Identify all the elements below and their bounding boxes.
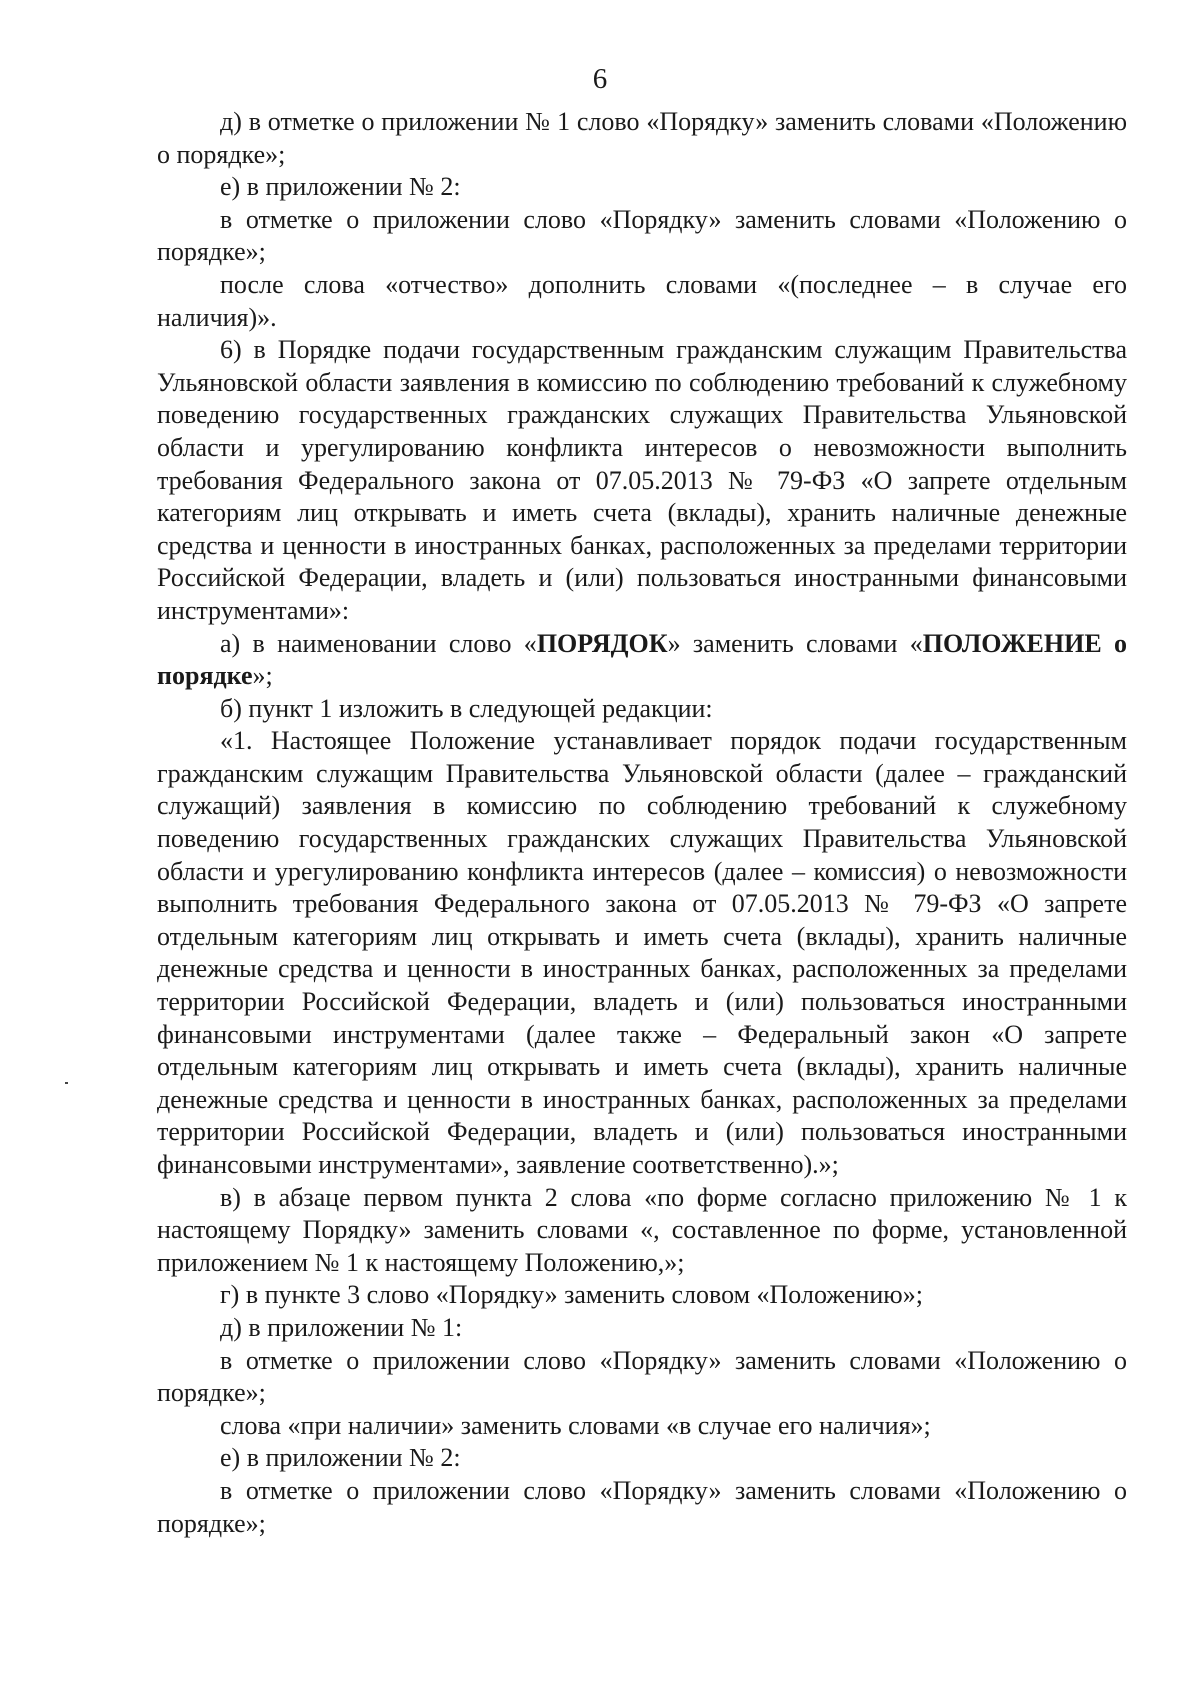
paragraph-a-new-title: ПОЛОЖЕНИЕ о порядке [157,628,1127,691]
page-number: 6 [592,63,608,95]
paragraph-d-2-mark: в отметке о приложении слово «Порядку» заменить словами «Положению о порядке»; [157,1345,1127,1408]
paragraph-item-6: 6) в Порядке подачи государственным гражданским служащим Правительства Ульяновской области заявления в комиссию по соблюдению требований к служебному поведению государственных гражданских служащих Правительства Ульяновской области и урегулированию конфликта интересов о невозможности выполнить требования Федерального закона от 07.05.2013 № 79-ФЗ «О запрете отдельным категориям лиц открывать и иметь счета (вклады), хранить наличные денежные средства и ценности в иностранных банках, расположенных за пределами территории Российской Федерации, владеть и (или) пользоваться иностранными финансовыми инструментами»: [157,335,1127,625]
paragraph-g: г) в пункте 3 слово «Порядку» заменить словом «Положению»; [220,1280,923,1310]
paragraph-e-1: е) в приложении № 2: [220,172,461,202]
paragraph-e-1-patronymic: после слова «отчество» дополнить словами «(последнее – в случае его наличия)». [157,269,1127,332]
paragraph-a [157,628,1127,693]
paragraph-d-1: д) в отметке о приложении № 1 слово «Порядку» заменить словами «Положению о порядке»; [157,107,1127,169]
document-body [157,106,1127,1540]
paragraph-a-prefix: а) в наименовании слово « [220,628,537,658]
paragraph-a-suffix: »; [252,661,273,691]
paragraph-e-2: е) в приложении № 2: [220,1443,461,1473]
paragraph-d-2-words: слова «при наличии» заменить словами «в случае его наличия»; [220,1410,931,1440]
paragraph-e-2-mark: в отметке о приложении слово «Порядку» заменить словами «Положению о порядке»; [157,1475,1127,1538]
paragraph-d-2: д) в приложении № 1: [220,1312,463,1342]
scan-artifact [65,1082,68,1084]
paragraph-a-old-title: ПОРЯДОК [536,628,668,658]
paragraph-b-new-text: «1. Настоящее Положение устанавливает порядок подачи государственным гражданским служащим Правительства Ульяновской области (далее – гражданский служащий) заявления в комиссию по соблюдению требований к служебному поведению государственных гражданских служащих Правительства Ульяновской области и урегулированию конфликта интересов (далее – комиссия) о невозможности выполнить требования Федерального закона от 07.05.2013 № 79-ФЗ «О запрете отдельным категориям лиц открывать и иметь счета (вклады), хранить наличные денежные средства и ценности в иностранных банках, расположенных за пределами территории Российской Федерации, владеть и (или) пользоваться иностранными финансовыми инструментами (далее также – Федеральный закон «О запрете отдельным категориям лиц открывать и иметь счета (вклады), хранить наличные денежные средства и ценности в иностранных банках, расположенных за пределами территории Российской Федерации, владеть и (или) пользоваться иностранными финансовыми инструментами», заявление соответственно).»; [157,726,1127,1179]
paragraph-e-1-mark: в отметке о приложении слово «Порядку» заменить словами «Положению о порядке»; [157,204,1127,267]
paragraph-v: в) в абзаце первом пункта 2 слова «по форме согласно приложению № 1 к настоящему Порядку» заменить словами «, составленное по форме, установленной приложением № 1 к настоящему Положению,»; [157,1182,1127,1277]
paragraph-a-mid: » заменить словами « [667,628,923,658]
paragraph-b: б) пункт 1 изложить в следующей редакции: [220,693,713,723]
